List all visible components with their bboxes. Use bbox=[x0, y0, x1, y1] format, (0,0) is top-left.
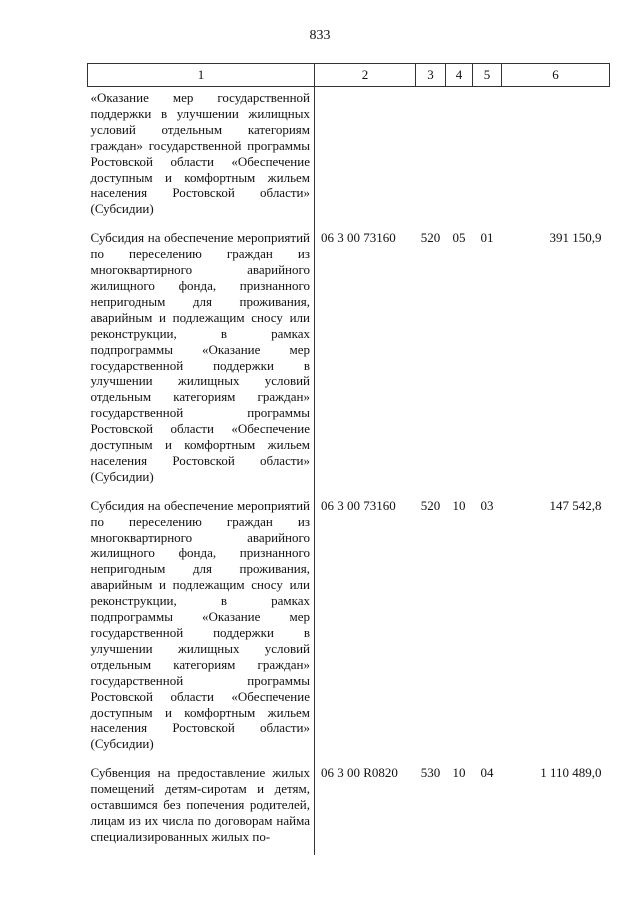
row-target-code: 06 3 00 73160 bbox=[321, 230, 396, 246]
header-col-6: 6 bbox=[502, 64, 610, 87]
row-amount: 1 110 489,0 bbox=[540, 765, 602, 781]
row-target-code: 06 3 00 R0820 bbox=[321, 765, 398, 781]
row-section: 10 bbox=[452, 765, 466, 781]
budget-table bbox=[87, 63, 610, 855]
row-expense-type bbox=[416, 87, 446, 228]
header-col-2: 2 bbox=[315, 64, 416, 87]
row-section: 10 bbox=[452, 497, 466, 513]
row-subsection: 04 bbox=[480, 765, 494, 781]
page-number: 833 bbox=[309, 28, 331, 43]
row-subsection: 01 bbox=[480, 230, 494, 246]
row-description: Субсидия на обеспечение мероприятий по переселению граждан из многоквартирного аварийного жилищного фонда, признанного непригодным для проживания, аварийным и подлежащим сносу или реконструкции, в рамках подпрограммы «Оказание мер государственной поддержки в улучшении жилищных условий отдельным категориям граждан» государственной программы Ростовской области «Обеспечение доступным и комфортным жильем населения Ростовской области» (Субсидии) bbox=[88, 495, 315, 763]
table-row bbox=[88, 495, 610, 763]
row-section: 05 bbox=[452, 230, 466, 246]
header-col-5: 5 bbox=[473, 64, 502, 87]
row-amount: 391 150,9 bbox=[549, 230, 602, 246]
row-description: Субсидия на обеспечение мероприятий по переселению граждан из многоквартирного аварийного жилищного фонда, признанного непригодным для проживания, аварийным и подлежащим сносу или реконструкции, в рамках подпрограммы «Оказание мер государственной поддержки в улучшении жилищных условий отдельным категориям граждан» государственной программы Ростовской области «Обеспечение доступным и комфортным жильем населения Ростовской области» (Субсидии) bbox=[88, 227, 315, 495]
row-description: «Оказание мер государственной поддержки в улучшении жилищных условий отдельным категориям граждан» государственной программы Ростовской области «Обеспечение доступным и комфортным жильем населения Ростовской области» (Субсидии) bbox=[88, 87, 315, 228]
header-row bbox=[88, 64, 610, 87]
row-amount bbox=[502, 87, 610, 228]
row-expense-type: 530 bbox=[420, 765, 441, 781]
row-target-code: 06 3 00 73160 bbox=[321, 497, 396, 513]
header-col-1: 1 bbox=[88, 64, 315, 87]
row-subsection: 03 bbox=[480, 497, 494, 513]
row-amount: 147 542,8 bbox=[549, 497, 602, 513]
row-expense-type: 520 bbox=[420, 230, 441, 246]
row-target-code bbox=[315, 87, 416, 228]
row-description: Субвенция на предоставление жилых помещений детям-сиротам и детям, оставшимся без попечения родителей, лицам из их числа по договорам найма специализированных жилых по- bbox=[88, 762, 315, 855]
header-col-4: 4 bbox=[446, 64, 473, 87]
row-expense-type: 520 bbox=[420, 497, 441, 513]
header-col-3: 3 bbox=[416, 64, 446, 87]
table-row bbox=[88, 762, 610, 855]
table-row bbox=[88, 87, 610, 228]
table-row bbox=[88, 227, 610, 495]
row-subsection bbox=[473, 87, 502, 228]
row-section bbox=[446, 87, 473, 228]
